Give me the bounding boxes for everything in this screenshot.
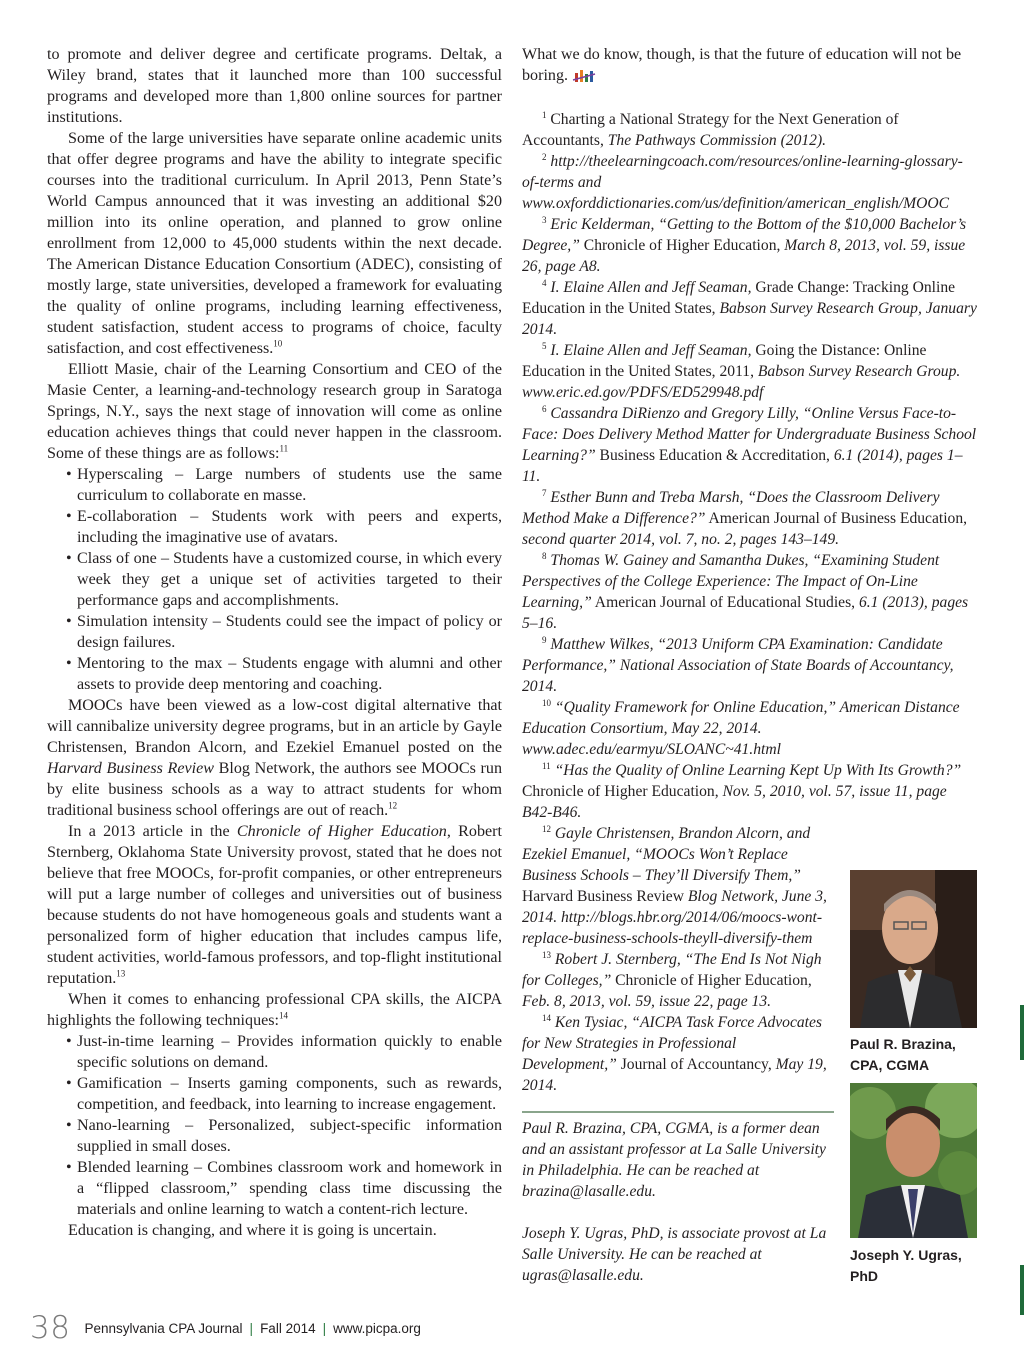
footnote-number: 11 bbox=[542, 760, 551, 771]
footnote: $^8$ Thomas W. Gainey and Samantha Dukes, “Examining Student Perspectives of the College Experience: The Impact of On-Line Learning,” American Journal of Educational Studies, 6.1 (2013), pages 5–16. bbox=[522, 550, 969, 632]
paragraph: When it comes to enhancing professional CPA skills, the AICPA highlights the following techniques:$^{14}$ bbox=[47, 991, 502, 1029]
author-bio: Joseph Y. Ugras, PhD, is associate provost at La Salle University. He can be reached at ugras@lasalle.edu. bbox=[522, 1225, 827, 1284]
footnote-number: 1 bbox=[542, 109, 547, 120]
footnote-number: 8 bbox=[542, 550, 547, 561]
footnote-ref: 14 bbox=[279, 1010, 288, 1021]
page-footer bbox=[30, 1308, 421, 1348]
list-item: • Hyperscaling – Large numbers of students use the same curriculum to collaborate en masse. bbox=[66, 466, 502, 504]
page-edge-tab bbox=[1020, 1005, 1024, 1060]
footnote-ref: 13 bbox=[116, 968, 126, 979]
footnote: $^1$ Charting a National Strategy for the Next Generation of Accountants, The Pathways Commission (2012). bbox=[522, 109, 899, 149]
footnote-ref: 12 bbox=[388, 800, 398, 811]
bullet-icon: • bbox=[66, 613, 72, 630]
footnote: $^2$ http://theelearningcoach.com/resources/online-learning-glossary-of-terms and www.oxforddictionaries.com/us/definition/american_english/MOOC bbox=[522, 151, 963, 212]
footer-separator: | bbox=[322, 1320, 327, 1336]
footnote-number: 13 bbox=[542, 949, 551, 960]
list-item: • Simulation intensity – Students could see the impact of policy or design failures. bbox=[66, 613, 502, 651]
footnote-number: 4 bbox=[542, 277, 547, 288]
paragraph: Education is changing, and where it is going is uncertain. bbox=[68, 1222, 437, 1239]
footnote-number: 5 bbox=[542, 340, 547, 351]
footnote: $^4$ I. Elaine Allen and Jeff Seaman, Grade Change: Tracking Online Education in the United States, Babson Survey Research Group, January 2014. bbox=[522, 277, 977, 338]
publication-name: Pennsylvania CPA Journal bbox=[84, 1320, 243, 1336]
footnote-number: 3 bbox=[542, 214, 547, 225]
footnote: $^9$ Matthew Wilkes, “2013 Uniform CPA Examination: Candidate Performance,” National Association of State Boards of Accountancy, 2014. bbox=[522, 634, 954, 695]
footnote: $^5$ I. Elaine Allen and Jeff Seaman, Going the Distance: Online Education in the United States, 2011, Babson Survey Research Group. www.eric.ed.gov/PDFS/ED529948.pdf bbox=[522, 340, 961, 401]
list-item: • Gamification – Inserts gaming components, such as rewards, competition, and feedback, into learning to increase engagement. bbox=[66, 1075, 502, 1113]
footnote: $^{14}$ Ken Tysiac, “AICPA Task Force Advocates for New Strategies in Professional Development,” Journal of Accountancy, May 19, 2014. bbox=[522, 1012, 827, 1094]
bullet-icon: • bbox=[66, 466, 72, 483]
closing-paragraph: What we do know, though, is that the future of education will not be boring. bbox=[522, 46, 962, 84]
technique-list bbox=[47, 1031, 502, 1220]
footnote: $^{11}$ “Has the Quality of Online Learning Kept Up With Its Growth?” Chronicle of Higher Education, Nov. 5, 2010, vol. 57, issue 11, page B42-B46. bbox=[522, 760, 962, 821]
right-column bbox=[522, 44, 978, 86]
website-link[interactable]: www.picpa.org bbox=[333, 1320, 421, 1336]
footnote-number: 12 bbox=[542, 823, 551, 834]
author-photo-ugras bbox=[850, 1083, 977, 1238]
paragraph: In a 2013 article in the Chronicle of Higher Education, Robert Sternberg, Oklahoma State University provost, stated that he does not believe that free MOOCs, for-profit companies, or other entrepreneurs will put a large number of colleges and universities out of business because students do not have homogeneous goals and students want a personalized form of higher education that includes campus life, student activities, world-famous professors, and top-flight institutional reputation.$^{13}$ bbox=[47, 823, 502, 987]
footnote-number: 9 bbox=[542, 634, 547, 645]
bullet-icon: • bbox=[66, 1033, 72, 1050]
innovation-list bbox=[47, 464, 502, 695]
bullet-icon: • bbox=[66, 655, 72, 672]
page-edge-tab bbox=[1020, 1265, 1024, 1315]
paragraph: MOOCs have been viewed as a low-cost digital alternative that will cannibalize university degree programs, but in an article by Gayle Christensen, Brandon Alcorn, and Ezekiel Emanuel posted on the Harvard Business Review Blog Network, the authors see MOOCs run by elite business schools as a way to attract students for whom traditional business school offerings are out of reach.$^{12}$ bbox=[47, 697, 502, 819]
footnote: $^{12}$ Gayle Christensen, Brandon Alcorn, and Ezekiel Emanuel, “MOOCs Won’t Replace Business Schools – They’ll Diversify Them,” Harvard Business Review Blog Network, June 3, 2014. http://blogs.hbr.org/2014/06/moocs-wont-replace-business-schools-theyll-diversify-them bbox=[522, 823, 827, 947]
footnote-number: 6 bbox=[542, 403, 547, 414]
footnote-number: 14 bbox=[542, 1012, 551, 1023]
footnote-ref: 11 bbox=[279, 443, 289, 454]
paragraph: to promote and deliver degree and certificate programs. Deltak, a Wiley brand, states that it launched more than 100 successful programs and developed more than 1,800 online sources for partner institutions. bbox=[47, 46, 502, 126]
footnote-number: 10 bbox=[542, 697, 551, 708]
author-photo-brazina bbox=[850, 870, 977, 1028]
paragraph: Elliott Masie, chair of the Learning Consortium and CEO of the Masie Center, a learning-and-technology research group in Saratoga Springs, N.Y., says the next stage of innovation will come as online education achieves things that could never happen in the classroom. Some of these things are as follows:$^{11}$ bbox=[47, 361, 502, 462]
footnote: $^6$ Cassandra DiRienzo and Gregory Lilly, “Online Versus Face-to-Face: Does Delivery Method Matter for Undergraduate Business School Learning?” Business Education & Accreditation, 6.1 (2014), pages 1–11. bbox=[522, 403, 977, 485]
footnote-number: 2 bbox=[542, 151, 547, 162]
bullet-icon: • bbox=[66, 550, 72, 567]
footnote: $^{13}$ Robert J. Sternberg, “The End Is Not Nigh for Colleges,” Chronicle of Higher Education, Feb. 8, 2013, vol. 59, issue 22, page 13. bbox=[522, 949, 822, 1010]
end-mark-icon bbox=[572, 68, 596, 84]
list-item: • Mentoring to the max – Students engage with alumni and other assets to provide deep mentoring and coaching. bbox=[66, 655, 502, 693]
paragraph: Some of the large universities have separate online academic units that offer degree programs and have the ability to integrate specific courses into the traditional curriculum. In April 2013, Penn State’s World Campus announced that it was investing an additional $20 million into its online operation, and planned to grow online enrollment from 12,000 to 45,000 students within the next decade. The American Distance Education Consortium (ADEC), consisting of mostly large, state universities, developed a framework for evaluating the quality of online programs, including learning effectiveness, student satisfaction, student access to programs of choice, faculty satisfaction, and cost effectiveness.$^{10}$ bbox=[47, 130, 502, 357]
issue-date: Fall 2014 bbox=[260, 1320, 316, 1336]
list-item: • Nano-learning – Personalized, subject-specific information supplied in small doses. bbox=[66, 1117, 502, 1155]
footnote-ref: 10 bbox=[273, 338, 283, 349]
footnote: $^3$ Eric Kelderman, “Getting to the Bottom of the $10,000 Bachelor’s Degree,” Chronicle of Higher Education, March 8, 2013, vol. 59, issue 26, page A8. bbox=[522, 214, 967, 275]
author-bio: Paul R. Brazina, CPA, CGMA, is a former dean and an assistant professor at La Salle University in Philadelphia. He can be reached at brazina@lasalle.edu. bbox=[522, 1120, 826, 1200]
photo-caption: Joseph Y. Ugras, PhD bbox=[850, 1247, 962, 1284]
bullet-icon: • bbox=[66, 1159, 72, 1176]
footnote: $^{10}$ “Quality Framework for Online Education,” American Distance Education Consortium, May 22, 2014. www.adec.edu/earmyu/SLOANC~41.html bbox=[522, 697, 960, 758]
left-column bbox=[47, 44, 502, 1241]
bullet-icon: • bbox=[66, 1075, 72, 1092]
page-number: 38 bbox=[30, 1310, 71, 1346]
list-item: • Class of one – Students have a customized course, in which every week they get a unique set of activities targeted to their performance gaps and accomplishments. bbox=[66, 550, 502, 609]
footer-separator: | bbox=[249, 1320, 254, 1336]
photo-caption: Paul R. Brazina, CPA, CGMA bbox=[850, 1036, 956, 1073]
footnote: $^7$ Esther Bunn and Treba Marsh, “Does the Classroom Delivery Method Make a Difference?” American Journal of Business Education, second quarter 2014, vol. 7, no. 2, pages 143–149. bbox=[522, 487, 968, 548]
list-item: • Just-in-time learning – Provides information quickly to enable specific solutions on demand. bbox=[66, 1033, 502, 1071]
footnote-number: 7 bbox=[542, 487, 547, 498]
list-item: • E-collaboration – Students work with peers and experts, including the imaginative use of avatars. bbox=[66, 508, 502, 546]
bio-divider bbox=[522, 1111, 834, 1113]
bullet-icon: • bbox=[66, 508, 72, 525]
bullet-icon: • bbox=[66, 1117, 72, 1134]
list-item: • Blended learning – Combines classroom work and homework in a “flipped classroom,” spending class time discussing the materials and online learning to watch a content-rich lecture. bbox=[66, 1159, 502, 1218]
